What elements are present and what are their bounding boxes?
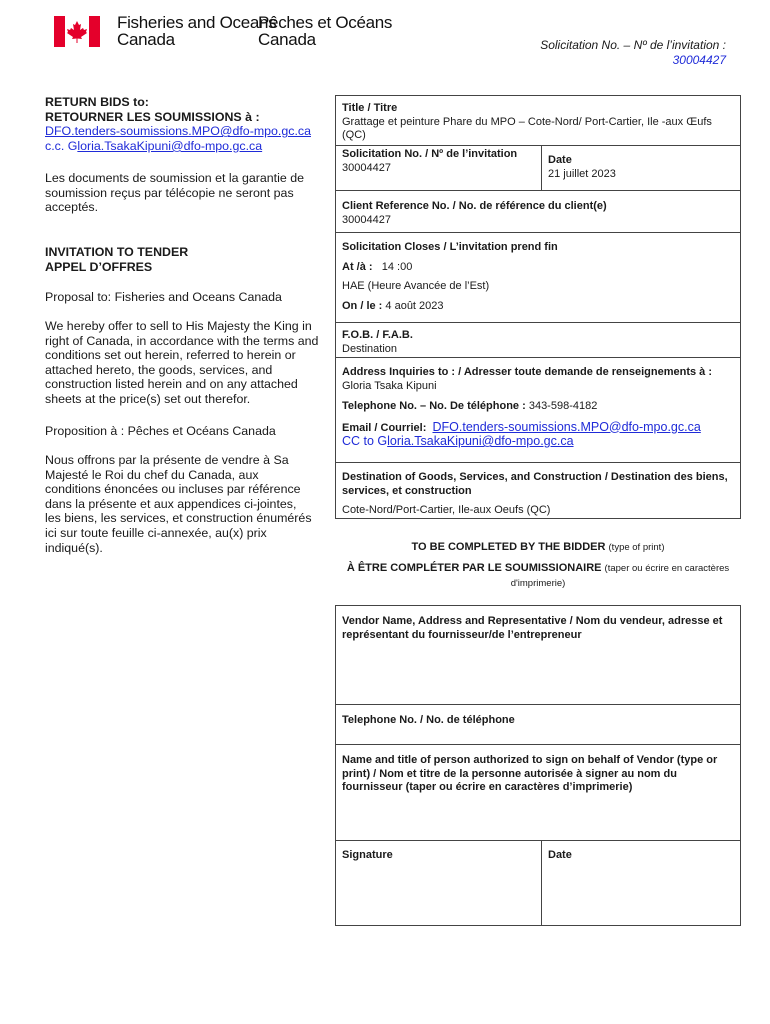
inquiries-label: Address Inquiries to : / Adresser toute demande de renseignements à :	[342, 366, 713, 378]
cc-prefix: c.c. G	[45, 138, 78, 153]
fax-note	[45, 171, 330, 215]
itt-heading	[45, 245, 330, 274]
department-name-en	[117, 14, 276, 48]
client-ref-label: Client Reference No. / No. de référence du client(e)	[342, 200, 607, 212]
date-cell	[542, 146, 740, 190]
offer-en	[45, 319, 330, 407]
solicitation-date-row	[336, 146, 740, 191]
title-label: Title / Titre	[342, 102, 398, 114]
fob-label: F.O.B. / F.A.B.	[342, 329, 413, 341]
offer-fr-text: Nous offrons par la présente de vendre à Sa Majesté le Roi du chef du Canada, aux conditions énoncées ou incluses par référence dans la présente et aux appendices ci-jointes, les biens, les services, et construction énumérés ici sur toute feuille ci-annexée, au(x) prix indiqué(s).	[45, 453, 312, 555]
vendor-form	[335, 605, 741, 926]
proposition-a-text: Proposition à : Pêches et Océans Canada	[45, 424, 276, 438]
signature-field[interactable]: Signature	[336, 841, 542, 925]
solicitation-label: Solicitation No. – Nº de l’invitation :	[540, 38, 726, 52]
return-email-link[interactable]: DFO.tenders-soumissions.MPO@dfo-mpo.gc.ca	[45, 124, 311, 139]
closing-cell	[336, 233, 740, 323]
timezone: HAE (Heure Avancée de l’Est)	[342, 280, 490, 292]
inquiry-cc-email-link[interactable]: loria.TsakaKipuni@dfo-mpo.gc.ca	[387, 434, 574, 448]
proposal-to-text: Proposal to: Fisheries and Oceans Canada	[45, 290, 282, 304]
destination-value: Cote-Nord/Port-Cartier, Ile-aux Oeufs (QC)	[342, 504, 551, 516]
closes-label: Solicitation Closes / L’invitation prend fin	[342, 241, 558, 253]
proposition-a	[45, 424, 330, 439]
phone-value: 343-598-4182	[528, 400, 598, 412]
offer-en-text: We hereby offer to sell to His Majesty the King in right of Canada, in accordance with the terms and conditions set out herein, referred to herein or attached hereto, the goods, services, and construction listed herein and on any attached sheets at the price(s) set out therefor.	[45, 319, 319, 406]
itt-en: INVITATION TO TENDER	[45, 245, 189, 259]
date-label: Date	[548, 154, 572, 166]
email-label: Email / Courriel:	[342, 421, 427, 434]
fob-cell	[336, 323, 740, 358]
bidder-line2-note: (taper ou écrire en caractères d'imprimerie)	[510, 563, 730, 589]
title-cell	[336, 96, 740, 146]
solicitation-info-table	[335, 95, 741, 519]
return-bids-fr: RETOURNER LES SOUMISSIONS à :	[45, 109, 260, 124]
bidder-line1: TO BE COMPLETED BY THE BIDDER	[411, 541, 606, 553]
destination-label: Destination of Goods, Services, and Construction / Destination des biens, services, et construction	[342, 471, 728, 497]
bidder-line2: À ÊTRE COMPLÉTER PAR LE SOUMISSIONAIRE	[346, 562, 602, 574]
at-value: 14 :00	[381, 260, 413, 273]
dept-en-line2: Canada	[117, 30, 175, 49]
inquiry-cc-prefix: CC to G	[342, 434, 388, 448]
dept-fr-line2: Canada	[258, 30, 316, 49]
vendor-phone-field[interactable]: Telephone No. / No. de téléphone	[336, 705, 740, 745]
destination-cell	[336, 463, 740, 518]
on-label: On / le :	[342, 299, 383, 312]
phone-label: Telephone No. – No. De téléphone :	[342, 400, 526, 412]
solicitation-number-header	[540, 38, 726, 68]
vendor-name-address-field[interactable]: Vendor Name, Address and Representative / Nom du vendeur, adresse et représentant du fournisseur/de l’entrepreneur	[336, 606, 740, 705]
date-value: 21 juillet 2023	[548, 167, 616, 180]
signature-date-field[interactable]: Date	[548, 849, 572, 861]
sol-value: 30004427	[342, 161, 391, 174]
title-value: Grattage et peinture Phare du MPO – Cote-Nord/ Port-Cartier, Ile -aux Œufs (QC)	[342, 115, 712, 141]
canada-flag-logo	[54, 16, 100, 47]
department-name-fr	[258, 14, 392, 48]
dept-fr-line1: Pêches et Océans	[258, 13, 393, 32]
itt-fr: APPEL D’OFFRES	[45, 259, 153, 274]
on-value: 4 août 2023	[385, 299, 444, 312]
dept-en-line1: Fisheries and Oceans	[117, 13, 277, 32]
bidder-instructions	[335, 540, 741, 591]
fax-note-text: Les documents de soumission et la garantie de soumission reçus par télécopie ne seront pas acceptés.	[45, 171, 304, 215]
return-bids-en: RETURN BIDS to:	[45, 95, 149, 109]
solicitation-cell	[336, 146, 542, 190]
fob-value: Destination	[342, 342, 398, 355]
at-label: At /à :	[342, 260, 373, 273]
sol-label: Solicitation No. / Nº de l’invitation	[342, 148, 518, 160]
cc-email-link[interactable]: loria.TsakaKipuni@dfo-mpo.gc.ca	[77, 138, 263, 153]
inquiries-value: Gloria Tsaka Kipuni	[342, 379, 437, 392]
offer-fr	[45, 453, 315, 555]
authorized-person-field[interactable]: Name and title of person authorized to sign on behalf of Vendor (type or print) / Nom et titre de la personne autorisée à signer au nom du fournisseur (taper ou écrire en caractères d’imprimerie)	[336, 745, 740, 841]
client-ref-value: 30004427	[342, 213, 391, 226]
client-ref-cell	[336, 191, 740, 233]
solicitation-number: 30004427	[672, 53, 726, 67]
inquiry-email-link[interactable]: DFO.tenders-soumissions.MPO@dfo-mpo.gc.ca	[432, 419, 701, 434]
signature-row	[336, 841, 740, 925]
return-bids-block	[45, 95, 330, 153]
proposal-to	[45, 290, 330, 305]
inquiries-cell	[336, 358, 740, 463]
bidder-line1-note: (type of print)	[608, 542, 665, 553]
